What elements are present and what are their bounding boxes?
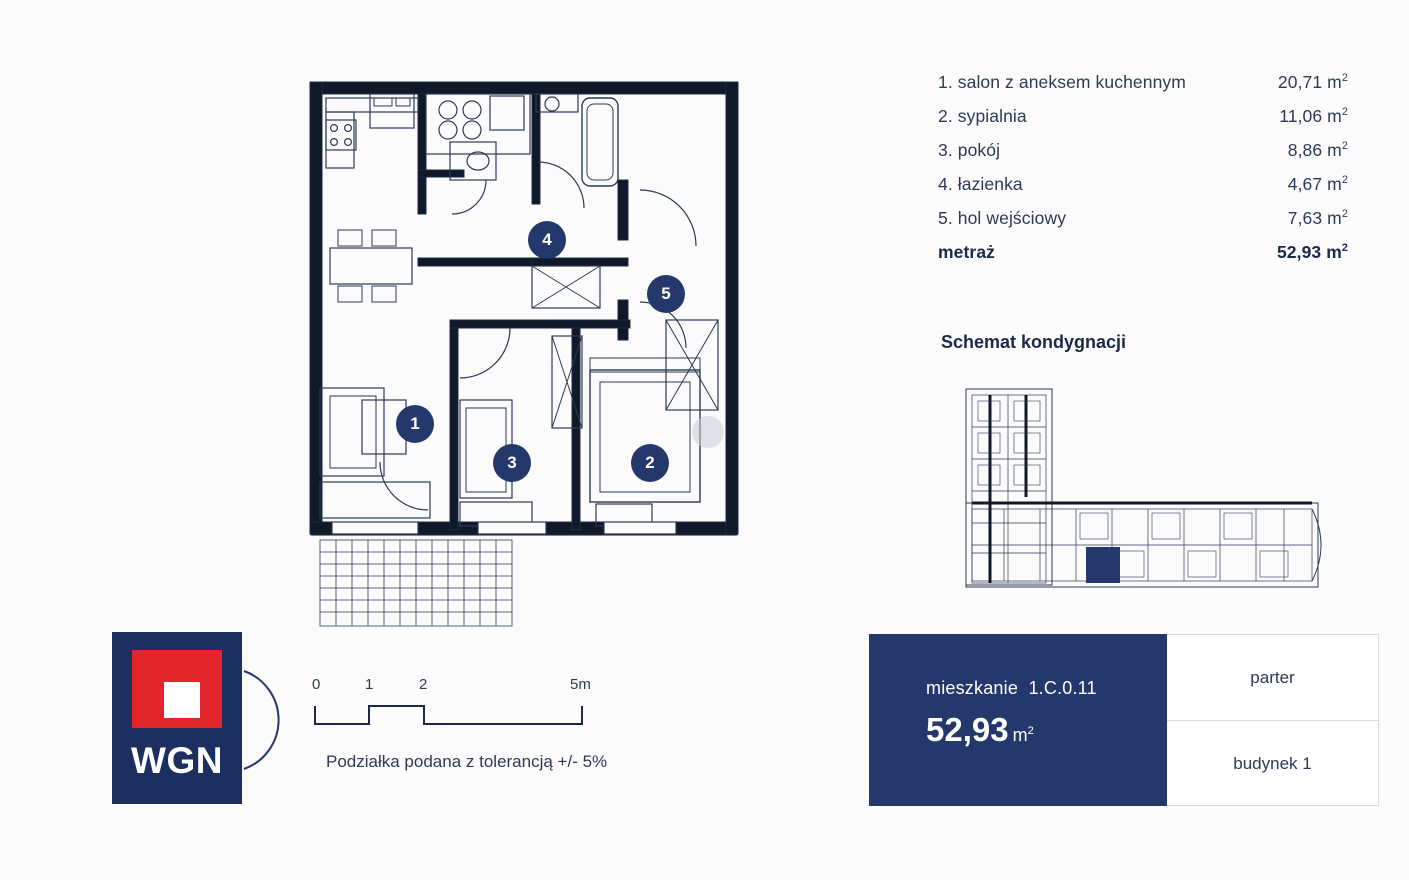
room-marker-2: 2: [631, 444, 669, 482]
scale-labels: [312, 676, 612, 698]
wgn-logo: [112, 632, 242, 804]
scale-tick-0: 0: [312, 676, 321, 693]
legend-area: 8,86 $m^2$: [1287, 140, 1348, 160]
legend-row: [938, 72, 1348, 93]
apartment-label: mieszkanie: [926, 678, 1019, 698]
floor-cell: parter: [1167, 635, 1378, 721]
logo-white-square: [164, 682, 200, 718]
logo-red-square: [132, 650, 222, 728]
floor-plan-drawing: [300, 70, 750, 630]
legend-area: 11,06 $m^2$: [1279, 106, 1348, 126]
legend-label: 2. sypialnia: [938, 106, 1027, 126]
legend-area: 20,71 $m^2$: [1277, 72, 1348, 92]
apartment-area: [926, 711, 1167, 749]
legend-total-row: [938, 242, 1348, 263]
scale-bar-graphic: [312, 698, 592, 732]
legend-label: 5. hol wejściowy: [938, 208, 1067, 228]
schematic-drawing: [960, 385, 1330, 615]
apartment-id: 1.C.0.11: [1028, 678, 1097, 698]
highlighted-apartment: [1086, 547, 1120, 583]
room-marker-3: 3: [493, 444, 531, 482]
building-cell: budynek 1: [1233, 753, 1312, 773]
apartment-area-unit: $m^2$: [1012, 725, 1034, 745]
scale-note: Podziałka podana z tolerancją +/- 5%: [326, 752, 608, 771]
legend-label: 1. salon z aneksem kuchennym: [938, 72, 1186, 92]
legend-row: [938, 140, 1348, 161]
apartment-summary: [869, 634, 1167, 806]
room-marker-1: 1: [396, 405, 434, 443]
apartment-location: [1167, 634, 1379, 806]
legend-label: 3. pokój: [938, 140, 1001, 160]
schemat-title: Schemat kondygnacji: [941, 332, 1127, 352]
legend-total-area: 52,93 $m^2$: [1276, 242, 1348, 262]
apartment-area-value: 52,93: [926, 711, 1009, 748]
legend-row: [938, 208, 1348, 229]
logo-arc-decoration: [242, 665, 286, 775]
scale-tick-2: 2: [419, 676, 428, 693]
scale-bar: [312, 676, 612, 737]
legend-area: 4,67 $m^2$: [1287, 174, 1348, 194]
building-floor-schematic: [960, 385, 1330, 615]
room-marker-5: 5: [647, 275, 685, 313]
legend-label: 4. łazienka: [938, 174, 1023, 194]
legend-row: [938, 174, 1348, 195]
apartment-info-box: [869, 634, 1379, 806]
room-legend: [938, 72, 1348, 276]
room-marker-4: 4: [528, 221, 566, 259]
floor-plan: [300, 70, 750, 630]
legend-row: [938, 106, 1348, 127]
scale-tick-1: 1: [365, 676, 374, 693]
apartment-id-line: [926, 678, 1167, 699]
logo-text: WGN: [131, 740, 223, 781]
scale-tick-5m: 5m: [570, 676, 591, 693]
legend-area: 7,63 $m^2$: [1287, 208, 1348, 228]
legend-total-label: metraż: [938, 242, 996, 262]
